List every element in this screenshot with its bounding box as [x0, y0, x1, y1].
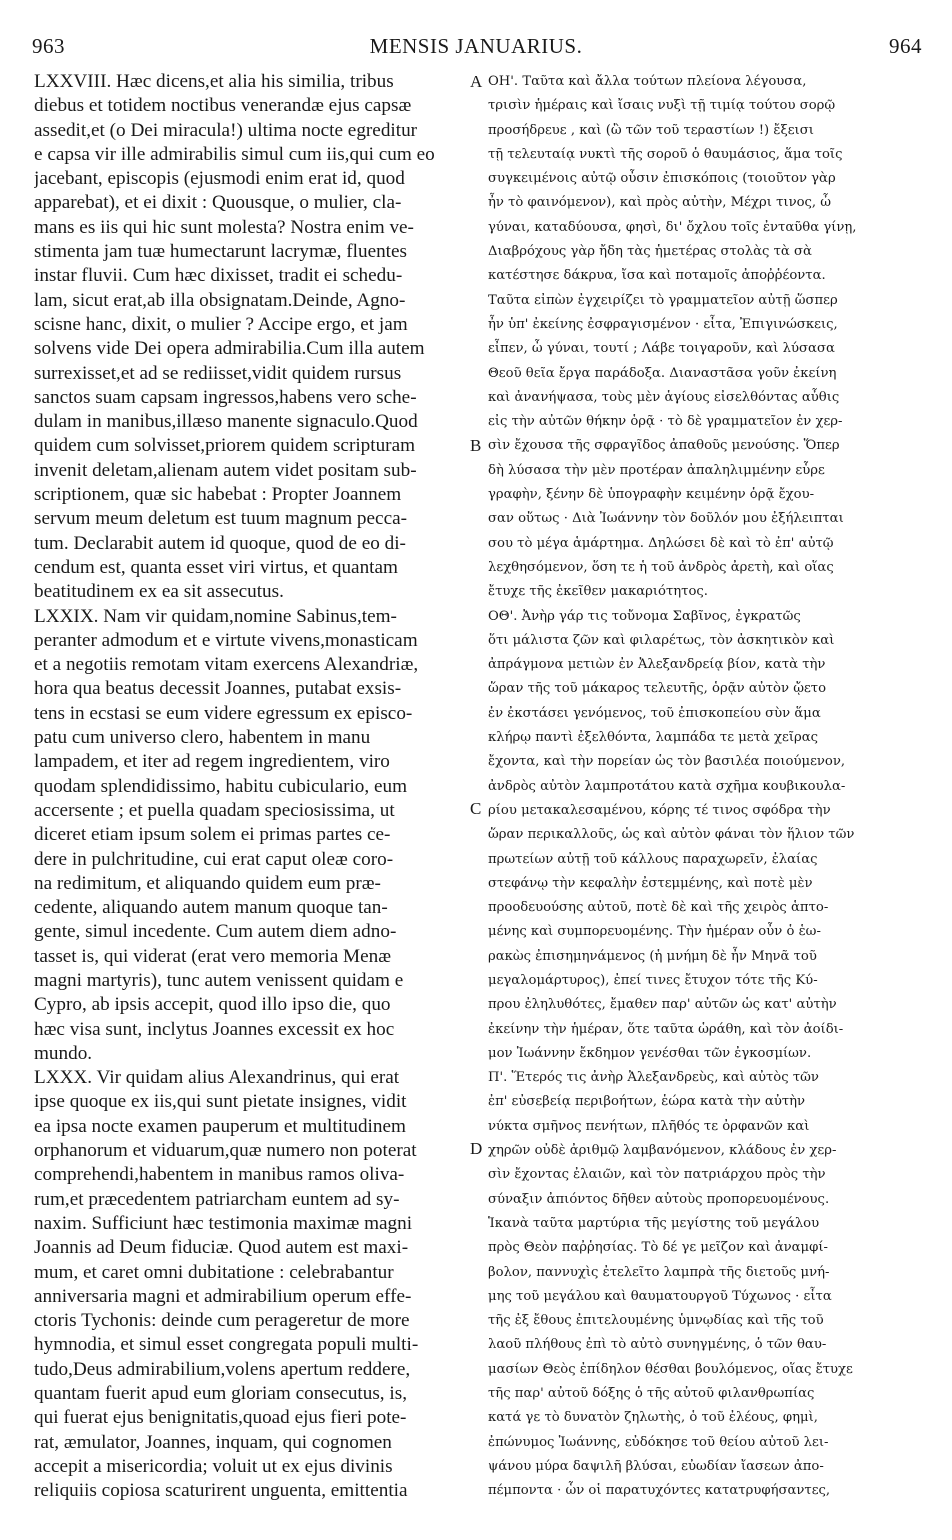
greek-text-line: μον Ἰωάννην ἔκδημον γενέσθαι τῶν ἐγκοσμίων. — [488, 1045, 812, 1061]
latin-text-line: patu cum universo clero, habentem in manu — [34, 727, 371, 749]
latin-text-line: tasset is, qui viderat (erat vero memoria Menæ — [34, 945, 391, 967]
latin-text-line: surrexisset,et ad se rediisset,vidit quidem rursus — [34, 362, 402, 384]
greek-text-line: τῆς ἐξ ἔθους ἐπιτελουμένης ὑμνῳδίας καὶ τῆς τοῦ — [488, 1313, 824, 1329]
latin-text-line: lampadem, et iter ad regem ingredientem, viro — [34, 751, 390, 773]
latin-text-line: sanctos suam capsam ingressos,habens vero sche- — [34, 386, 417, 408]
greek-text-line: ΟΘ'. Ἀνὴρ γάρ τις τοὔνομα Σαβῖνος, ἐγκρατῶς — [488, 608, 801, 624]
section-marker-c: C — [470, 799, 482, 818]
greek-column — [488, 70, 938, 1504]
latin-text-line: dulam in manibus,illæso manente signaculo.Quod — [34, 411, 418, 433]
greek-text-line: ἀνδρὸς αὐτὸν λαμπροτάτου κατὰ σχῆμα κουβικουλα- — [488, 778, 846, 794]
latin-text-line: beatitudinem ex ea sit assecutus. — [34, 581, 284, 603]
greek-text-line: μένης καὶ συμπορευομένης. Τὴν ἡμέραν οὖν ὁ ἑω- — [488, 924, 821, 940]
greek-text-line: κλήρῳ παντὶ ἐξελθόντα, λαμπάδα τε μετὰ χεῖρας — [488, 730, 819, 746]
greek-text-line: μεγαλομάρτυρος), ἐπεί τινες ἔτυχον τότε τῆς Κύ- — [488, 972, 818, 988]
latin-text-line: Cypro, ab ipsis accepit, quod illo ipso die, quo — [34, 994, 391, 1016]
greek-text-line: δὴ λύσασα τὴν μὲν προτέραν ἀπαληλιμμένην εὗρε — [488, 462, 825, 478]
latin-text-line: jacebant, episcopis (ejusmodi enim erat id, quod — [34, 168, 405, 190]
greek-text-line: τῆς παρ' αὐτοῦ δόξης ὁ τῆς αὐτοῦ φιλανθρωπίας — [488, 1386, 815, 1402]
latin-text-line: mundo. — [34, 1042, 93, 1064]
greek-text-line: σύναξιν ἀπιόντος δῆθεν αὐτοὺς προπορευομένους. — [488, 1191, 830, 1207]
latin-text-line: scisne hanc, dixit, o mulier ? Accipe ergo, et jam — [34, 313, 408, 335]
greek-text-line: ἦν τὸ φαινόμενον), καὶ πρὸς αὐτὴν, Μέχρι τινος, ὦ — [488, 195, 832, 211]
greek-text-line: ὅτι μάλιστα ζῶν καὶ φιλαρέτως, τὸν ἀσκητικὸν καὶ — [488, 632, 835, 648]
greek-text-line: ἐπώνυμος Ἰωάννης, εὐδόκησε τοῦ θείου αὐτοῦ λει- — [488, 1434, 829, 1450]
greek-text-line: Ταῦτα εἰπὼν ἐγχειρίζει τὸ γραμματεῖον αὐτῇ ὥσπερ — [488, 292, 838, 308]
greek-text-line: γύναι, καταδύουσα, φησὶ, δι' ὄχλου τοῖς ἐνταῦθα γίνῃ, — [488, 219, 857, 235]
latin-text-line: stimenta jam tuæ humectarunt lacrymæ, fluentes — [34, 241, 407, 263]
running-title: MENSIS JANUARIUS. — [369, 34, 583, 58]
greek-text-line: Π'. Ἕτερός τις ἀνὴρ Ἀλεξανδρεὺς, καὶ αὐτὸς τῶν — [488, 1070, 819, 1086]
latin-text-line: diceret etiam ipsum solem ei primas partes ce- — [34, 824, 391, 846]
greek-text-line: εἶπεν, ὦ γύναι, τουτί ; Λάβε τοιγαροῦν, καὶ λύσασα — [488, 341, 835, 357]
latin-text-line: LXXIX. Nam vir quidam,nomine Sabinus,tem- — [34, 605, 397, 627]
latin-text-line: magni martyris), tunc autem venissent quidam e — [34, 969, 404, 991]
latin-text-line: instar fluvii. Cum hæc dixisset, tradit ei schedu- — [34, 265, 403, 287]
latin-text-line: na redimitum, et aliquando quidem eum præ- — [34, 872, 381, 894]
greek-text-line: πέμποντα · ὧν οἱ παρατυχόντες κατατρυφήσαντες, — [488, 1483, 831, 1499]
greek-text-line: κατέστησε δάκρυα, ἴσα καὶ ποταμοῖς ἀποῤῥέοντα. — [488, 268, 826, 284]
latin-text-line: ipse quoque ex iis,qui sunt pietate insignes, vidit — [34, 1091, 407, 1113]
greek-text-line: καὶ ἀνανήψασα, τοὺς μὲν ἁγίους εἰσελθόντας αὖθις — [488, 389, 840, 405]
greek-text-line: τρισὶν ἡμέραις καὶ ἴσαις νυξὶ τῇ τιμίᾳ τούτου σορῷ — [488, 98, 836, 114]
latin-text-line: mum, et caret omni dubitatione : celebrabantur — [34, 1261, 394, 1283]
greek-text-line: σαν οὕτως · Διὰ Ἰωάννην τὸν δοῦλόν μου ἐξήλειπται — [488, 511, 844, 527]
latin-text-line: accepit a misericordia; voluit ut ex ejus divinis — [34, 1455, 393, 1477]
running-header — [26, 34, 926, 66]
latin-text-line: reliquiis copiosa scaturirent unguenta, emittentia — [34, 1480, 408, 1502]
greek-text-line: εἰς τὴν αὐτῶν θήκην ὁρᾷ · τὸ δὲ γραμματεῖον ἐν χερ- — [488, 414, 843, 430]
latin-text-line: qui fuerat ejus benignitatis,quoad ejus fieri pote- — [34, 1407, 407, 1429]
greek-text-line: γραφὴν, ξένην δὲ ὑπογραφὴν κειμένην ὁρᾷ ἔχου- — [488, 487, 815, 503]
greek-text-line: ρακὼς ἐπισημηνάμενος (ἡ μνήμη δὲ ἦν Μηνᾶ τοῦ — [488, 948, 817, 964]
greek-text-line: λαοῦ πλήθους ἐπὶ τὸ αὐτὸ συνηγμένης, ὁ τῶν θαυ- — [488, 1337, 827, 1353]
section-marker-b: B — [470, 436, 482, 455]
greek-text-line: ἔχοντα, καὶ τὴν πορείαν ὡς τὸν βασιλέα ποιούμενον, — [488, 754, 846, 770]
latin-text-line: servum meum deletum est tuum magnum pecca- — [34, 508, 407, 530]
greek-text-line: ὥραν περικαλλοῦς, ὡς καὶ αὐτὸν φάναι τὸν ἥλιον τῶν — [488, 827, 855, 843]
latin-text-line: scriptionem, quæ sic habebat : Propter Joannem — [34, 484, 402, 506]
greek-text-line: κατά γε τὸ δυνατὸν ζηλωτὴς, ὁ τοῦ ἐλέους, φημὶ, — [488, 1410, 818, 1426]
latin-text-line: quidem cum solvisset,priorem quidem scripturam — [34, 435, 416, 457]
greek-text-line: ἐκείνην τὴν ἡμέραν, ὅτε ταῦτα ὡράθη, καὶ τὸν ἀοίδι- — [488, 1021, 844, 1037]
latin-text-line: diebus et totidem noctibus venerandæ ejus capsæ — [34, 95, 412, 117]
greek-text-line: σου τὸ μέγα ἁμάρτημα. Δηλώσει δὲ καὶ τὸ ἐπ' αὐτῷ — [488, 535, 834, 551]
greek-text-line: ἔτυχε τῆς ἐκεῖθεν μακαριότητος. — [488, 584, 708, 600]
greek-text-line: στεφάνῳ τὴν κεφαλὴν ἐστεμμένης, καὶ ποτὲ μὲν — [488, 875, 813, 891]
latin-text-line: lam, sicut erat,ab illa obsignatam.Deinde, Agno- — [34, 289, 406, 311]
section-marker-d: D — [470, 1139, 483, 1158]
latin-text-line: quantam fuerit apud eum gloriam consecutus, is, — [34, 1383, 407, 1405]
latin-text-line: et a negotiis remotam vitam exercens Alexandriæ, — [34, 654, 419, 676]
greek-text-line: ΟΗ'. Ταῦτα καὶ ἄλλα τούτων πλείονα λέγουσα, — [488, 74, 807, 89]
greek-text-line: προσήδρευε , καὶ (ὢ τῶν τοῦ τεραστίων !) ἔξεισι — [488, 122, 814, 138]
latin-text-line: mans es iis qui hic sunt molesta? Nostra enim ve- — [34, 216, 414, 238]
greek-text-line: λεχθησόμενον, ὅση τε ἡ τοῦ ἀνδρὸς ἀρετὴ, καὶ οἵας — [488, 559, 834, 575]
latin-text-line: invenit deletam,alienam autem videt positam sub- — [34, 459, 417, 481]
latin-text-line: peranter admodum et e virtute vivens,monasticam — [34, 629, 418, 651]
latin-text-line: Joannis ad Deum fiduciæ. Quod autem est maxi- — [34, 1237, 409, 1259]
greek-text-line: πρωτείων αὐτῇ τοῦ κάλλους παραχωρεῖν, ἐλαίας — [488, 851, 818, 867]
latin-text-line: cedente, aliquando autem manum quoque tan- — [34, 897, 388, 919]
latin-text-line: quodam splendidissimo, habitu cubiculario, eum — [34, 775, 408, 797]
latin-column — [34, 70, 466, 1504]
latin-text-line: ea ipsa nocte examen pauperum et multitudinem — [34, 1115, 406, 1137]
greek-text-line: ἀπράγμονα μετιὼν ἐν Ἀλεξανδρείᾳ βίον, κατὰ τὴν — [488, 657, 826, 673]
greek-text-line: ἐπ' εὐσεβείᾳ περιβοήτων, ἑώρα κατὰ τὴν αὐτὴν — [488, 1094, 806, 1110]
page-number-left: 963 — [32, 34, 65, 58]
latin-text-line: cendum est, quanta esset viri virtus, et quantam — [34, 556, 398, 578]
latin-text-line: dere in pulchritudine, cui erat caput oleæ coro- — [34, 848, 394, 870]
section-marker-a: A — [470, 72, 483, 91]
greek-text-line: νύκτα σμῆνος πενήτων, πλῆθός τε ὀρφανῶν καὶ — [488, 1118, 810, 1134]
latin-text-line: tum. Declarabit autem id quoque, quod de eo di- — [34, 532, 406, 554]
latin-text-line: tudo,Deus admirabilium,volens apertum reddere, — [34, 1358, 411, 1380]
latin-text-line: gente, simul incedente. Cum autem diem adno- — [34, 921, 397, 943]
greek-text-line: χηρῶν οὐδὲ ἀριθμῷ λαμβανόμενον, κλάδους ἐν χερ- — [488, 1143, 837, 1159]
latin-text-line: LXXX. Vir quidam alius Alexandrinus, qui erat — [34, 1067, 400, 1089]
greek-text-line: τῇ τελευταίᾳ νυκτὶ τῆς σοροῦ ὁ θαυμάσιος, ἅμα τοῖς — [488, 146, 843, 162]
greek-text-line: πρου ἐληλυθότες, ἔμαθεν παρ' αὐτῶν ὡς κατ' αὐτὴν — [488, 997, 837, 1013]
latin-text-line: anniversaria magni et admirabilium operum effe- — [34, 1285, 412, 1307]
greek-text-line: σὶν ἔχοντας ἐλαιῶν, καὶ τὸν πατριάρχου πρὸς τὴν — [488, 1167, 826, 1183]
latin-text-line: orphanorum et viduarum,quæ numero non poterat — [34, 1140, 417, 1162]
greek-text-line: ἦν ὑπ' ἐκείνης ἐσφραγισμένον · εἶτα, Ἐπιγινώσκεις, — [488, 316, 838, 332]
latin-text-line: LXXVIII. Hæc dicens,et alia his similia, tribus — [34, 71, 394, 92]
latin-text-line: hora qua beatus decessit Joannes, putabat exsis- — [34, 678, 402, 700]
latin-text-line: rat, æmulator, Joannes, inquam, qui cognomen — [34, 1431, 392, 1453]
latin-text-line: apparebat), et ei dixit : Quousque, o mulier, cla- — [34, 192, 402, 214]
greek-text-line: ψάνου μύρα δαψιλῆ βλύσαι, εὐωδίαν ἴασεων ἀπο- — [488, 1458, 824, 1474]
greek-text-line: ἐν ἐκστάσει γενόμενος, τοῦ ἐπισκοπείου σὺν ἅμα — [488, 705, 821, 721]
greek-text-line: Ἱκανὰ ταῦτα μαρτύρια τῆς μεγίστης τοῦ μεγάλου — [488, 1215, 820, 1231]
greek-text-line: ὥραν τῆς τοῦ μάκαρος τελευτῆς, ὁρᾷν αὐτὸν ᾤετο — [488, 681, 827, 697]
latin-text-line: naxim. Sufficiunt hæc testimonia maximæ magni — [34, 1212, 413, 1234]
latin-text-line: ctoris Tychonis: deinde cum perageretur de more — [34, 1310, 410, 1332]
latin-text-line: solvens vide Dei opera admirabilia.Cum illa autem — [34, 338, 425, 360]
greek-text-line: βολον, παννυχὶς ἐτελεῖτο λαμπρὰ τῆς διετοῦς μνή- — [488, 1264, 830, 1280]
latin-text-line: e capsa vir ille admirabilis simul cum iis,qui cum eo — [34, 143, 435, 165]
latin-text-line: rum,et præcedentem patriarcham euntem ad sy- — [34, 1188, 400, 1210]
latin-text-line: hæc visa sunt, inclytus Joannes excessit ex hoc — [34, 1018, 395, 1040]
latin-text-line: comprehendi,habentem in manibus ramos oliva- — [34, 1164, 405, 1186]
greek-text-line: προοδευούσης αὐτοῦ, ποτὲ δὲ καὶ τῆς χειρὸς ἁπτο- — [488, 900, 829, 916]
greek-text-line: σὶν ἔχουσα τῆς σφραγῖδος ἀπαθοῦς μενούσης. Ὅπερ — [488, 438, 840, 454]
greek-text-line: Διαβρόχους γὰρ ἤδη τὰς ἡμετέρας στολὰς τὰ σὰ — [488, 244, 812, 260]
greek-text-line: μασίων Θεὸς ἐπίδηλον θέσθαι βουλόμενος, οἵας ἔτυχε — [488, 1361, 853, 1377]
greek-text-line: πρὸς Θεὸν παῤῥησίας. Τὸ δέ γε μεῖζον καὶ ἀναμφί- — [488, 1240, 828, 1256]
latin-text-line: tens in ecstasi se eum videre egressum ex episco- — [34, 702, 413, 724]
greek-text-line: ρίου μετακαλεσαμένου, κόρης τέ τινος σφόδρα τὴν — [488, 802, 831, 818]
greek-text-line: Θεοῦ θεῖα ἔργα παράδοξα. Διαναστᾶσα γοῦν ἐκείνη — [488, 365, 837, 381]
latin-text-line: hymnodia, et simul esset congregata populi multi- — [34, 1334, 419, 1356]
greek-text-line: μης τοῦ μεγάλου καὶ θαυματουργοῦ Τύχωνος · εἶτα — [488, 1288, 832, 1304]
page-number-right: 964 — [889, 34, 922, 58]
latin-text-line: accersente ; et puella quadam speciosissima, ut — [34, 799, 395, 821]
greek-text-line: συγκειμένοις αὐτῷ οὖσιν ἐπισκόποις (τοιοῦτον γὰρ — [488, 171, 836, 187]
latin-text-line: assedit,et (o Dei miracula!) ultima nocte egreditur — [34, 119, 418, 141]
